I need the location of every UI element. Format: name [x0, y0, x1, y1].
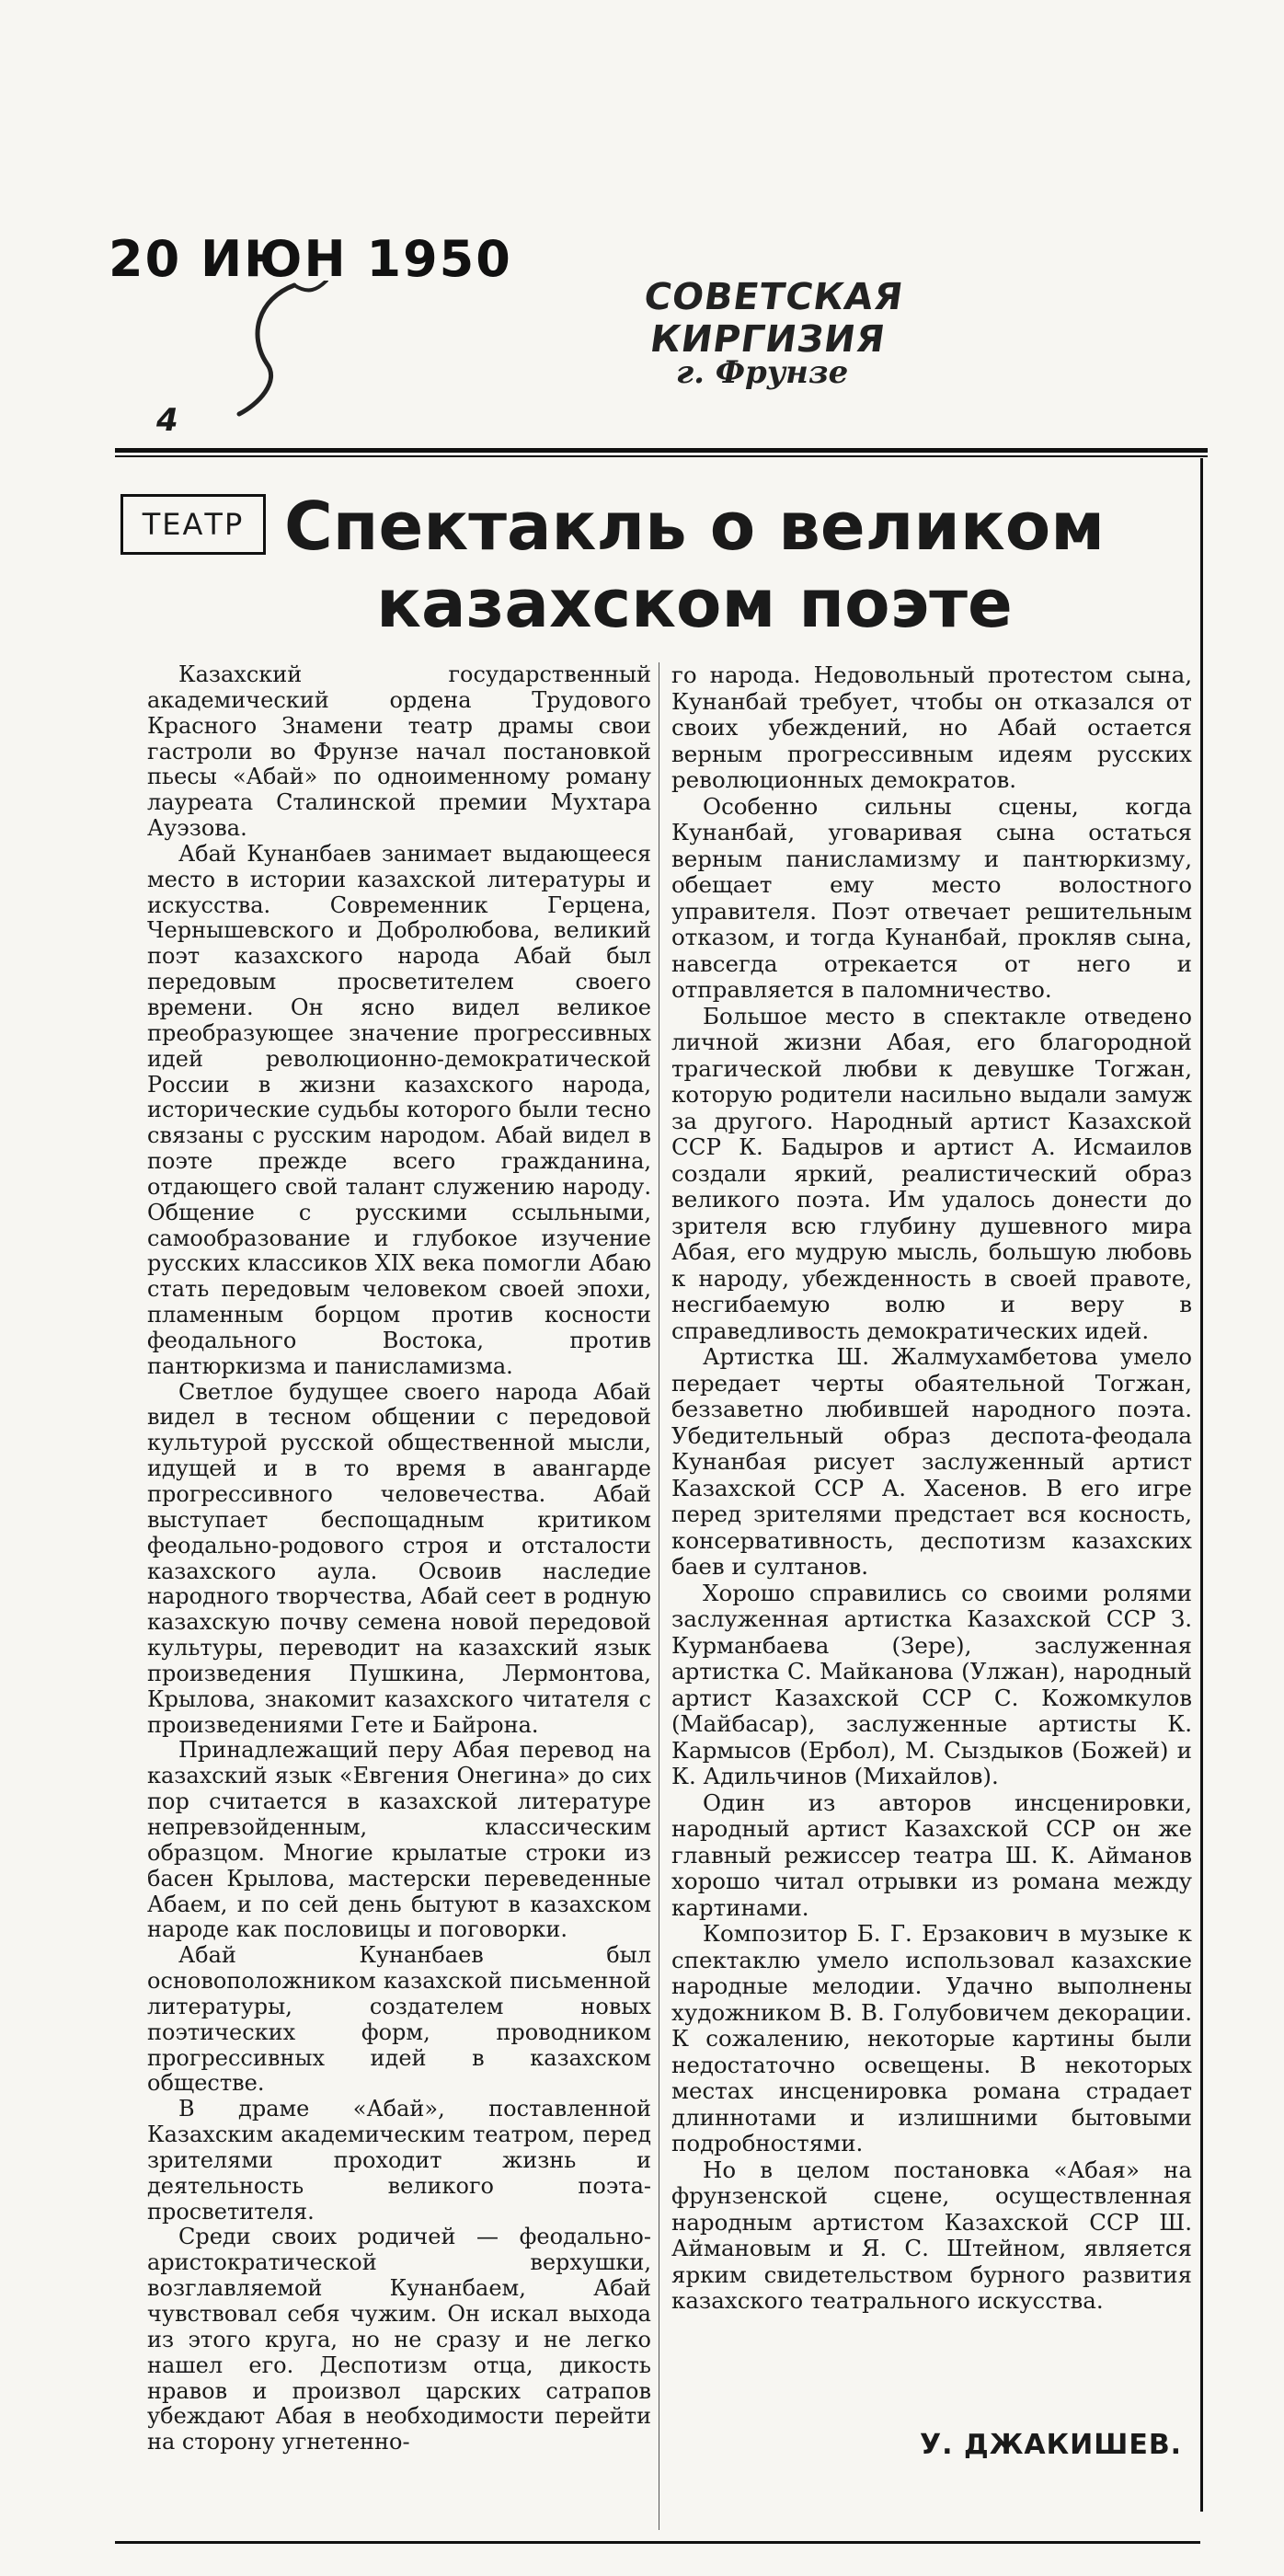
paragraph: Композитор Б. Г. Ерзакович в музыке к спектаклю умело использовал казахские народные мелодии. Удачно выполнены художником В. В. Голубовичем декорации. К сожалению, некоторые картины были недостаточно освещены. В некоторых местах инсценировка романа страдает длиннотами и излишними бытовыми подробностями.: [671, 1920, 1192, 2156]
date-stamp-text: 20 ИЮН 1950: [109, 230, 512, 288]
headline-line-2: казахском поэте: [376, 565, 1013, 642]
paragraph: Хорошо справились со своими ролями заслуженная артистка Казахской ССР З. Курманбаева (Зере), заслуженная артистка С. Майканова (Улжан), народный артист Казахской ССР С. Кожомкулов (Майбасар), заслуженные артисты К. Кармысов (Ербол), М. Сыздыков (Божей) и К. Адильчинов (Михайлов).: [671, 1579, 1192, 1789]
pen-mark: [230, 281, 340, 419]
rubric-label: ТЕАТР: [120, 494, 266, 555]
paragraph: Среди своих родичей — феодально-аристократической верхушки, возглавляемой Кунанбаем, Абай чувствовал себя чужим. Он искал выхода из этого круга, но не сразу и не легко нашел его. Деспотизм отца, дикость нравов и произвол царских сатрапов убеждают Абая в необходимости перейти на сторону угнетенно-: [147, 2224, 651, 2455]
handwritten-date-stamp: [109, 230, 512, 288]
paragraph: го народа. Недовольный протестом сына, Кунанбай требует, чтобы он отказался от своих убеждений, но Абай остается верным прогрессивным идеям русских революционных демократов.: [671, 661, 1192, 793]
paragraph: Принадлежащий перу Абая перевод на казахский язык «Евгения Онегина» до сих пор считается в казахской литературе непревзойденным, классическим образцом. Многие крылатые строки из басен Крылова, мастерски переведенные Абаем, и по сей день бытуют в казахском народе как пословицы и поговорки.: [147, 1737, 651, 1943]
paragraph: Один из авторов инсценировки, народный артист Казахской ССР он же главный режиссер театра Ш. К. Айманов хорошо читал отрывки из романа между картинами.: [671, 1788, 1192, 1921]
paragraph: Казахский государственный академический ордена Трудового Красного Знамени театр драмы свои гастроли во Фрунзе начал постановкой пьесы «Абай» по одноименному роману лауреата Сталинской премии Мухтара Ауэзова.: [147, 661, 651, 842]
article-headline: [267, 488, 1122, 642]
newspaper-city: г. Фрунзе: [676, 354, 849, 391]
bottom-rule: [115, 2541, 1200, 2544]
top-rule: [115, 448, 1208, 453]
paragraph: Артистка Ш. Жалмухамбетова умело передает черты обаятельной Тогжан, беззаветно любившей народного поэта. Убедительный образ деспота-феодала Кунанбая рисует заслуженный артист Казахской ССР А. Хасенов. В его игре перед зрителями предстает вся косность, консервативность, деспотизм казахских баев и султанов.: [671, 1343, 1192, 1580]
right-rule: [1200, 458, 1203, 2512]
paragraph: Абай Кунанбаев занимает выдающееся место в истории казахской литературы и искусства. Современник Герцена, Чернышевского и Добролюбова, великий поэт казахского народа Абай был передовым просветителем своего времени. Он ясно видел великое преобразующее значение прогрессивных идей революционно-демократической России в жизни казахского народа, исторические судьбы которого были тесно связаны с русским народом. Абай видел в поэте прежде всего гражданина, отдающего свой талант служению народу. Общение с русскими ссыльными, самообразование и глубокое изучение русских классиков XIX века помогли Абаю стать передовым человеком своей эпохи, пламенным борцом против косности феодального Востока, против пантюркизма и панисламизма.: [147, 840, 651, 1379]
paragraph: Особенно сильны сцены, когда Кунанбай, уговаривая сына остаться верным панисламизму и пантюркизму, обещает ему место волостного управителя. Поэт отвечает решительным отказом, и тогда Кунанбай, прокляв сына, навсегда отрекается от него и отправляется в паломничество.: [671, 792, 1192, 1003]
paragraph: Светлое будущее своего народа Абай видел в тесном общении с передовой культурой русской общественной мысли, идущей и в то время в авангарде прогрессивного человечества. Абай выступает беспощадным критиком феодально-родового строя и отсталости казахского аула. Освоив наследие народного творчества, Абай сеет в родную казахскую почву семена новой передовой культуры, переводит на казахский язык произведения Пушкина, Лермонтова, Крылова, знакомит казахского читателя с произведениями Гете и Байрона.: [147, 1378, 651, 1738]
headline-line-1: Спектакль о великом: [283, 488, 1106, 565]
paragraph: Абай Кунанбаев был основоположником казахской письменной литературы, создателем новых поэтических форм, проводником прогрессивных идей в казахском обществе.: [147, 1942, 651, 2097]
article-column-left: [147, 662, 651, 2455]
paragraph: В драме «Абай», поставленной Казахским академическим театром, перед зрителями проходит жизнь и деятельность великого поэта-просветителя.: [147, 2096, 651, 2225]
newspaper-name: СОВЕТСКАЯ КИРГИЗИЯ: [641, 276, 907, 361]
paragraph: Но в целом постановка «Абая» на фрунзенской сцене, осуществленная народным артистом Казахской ССР Ш. Аймановым и Я. С. Штейном, является ярким свидетельством бурного развития казахского театрального искусства.: [671, 2156, 1192, 2314]
author-signature: У. ДЖАКИШЕВ.: [920, 2429, 1183, 2461]
article-column-right: [671, 662, 1192, 2315]
page-number: 4: [156, 402, 178, 439]
top-rule-thin: [115, 455, 1208, 457]
paragraph: Большое место в спектакле отведено личной жизни Абая, его благородной трагической любви к девушке Тогжан, которую родители насильно выдали замуж за другого. Народный артист Казахской ССР К. Бадыров и артист А. Исмаилов создали яркий, реалистический образ великого поэта. Им удалось донести до зрителя всю глубину душевного мира Абая, его мудрую мысль, большую любовь к народу, убежденность в своей правоте, несгибаемую волю и веру в справедливость демократических идей.: [671, 1002, 1192, 1344]
